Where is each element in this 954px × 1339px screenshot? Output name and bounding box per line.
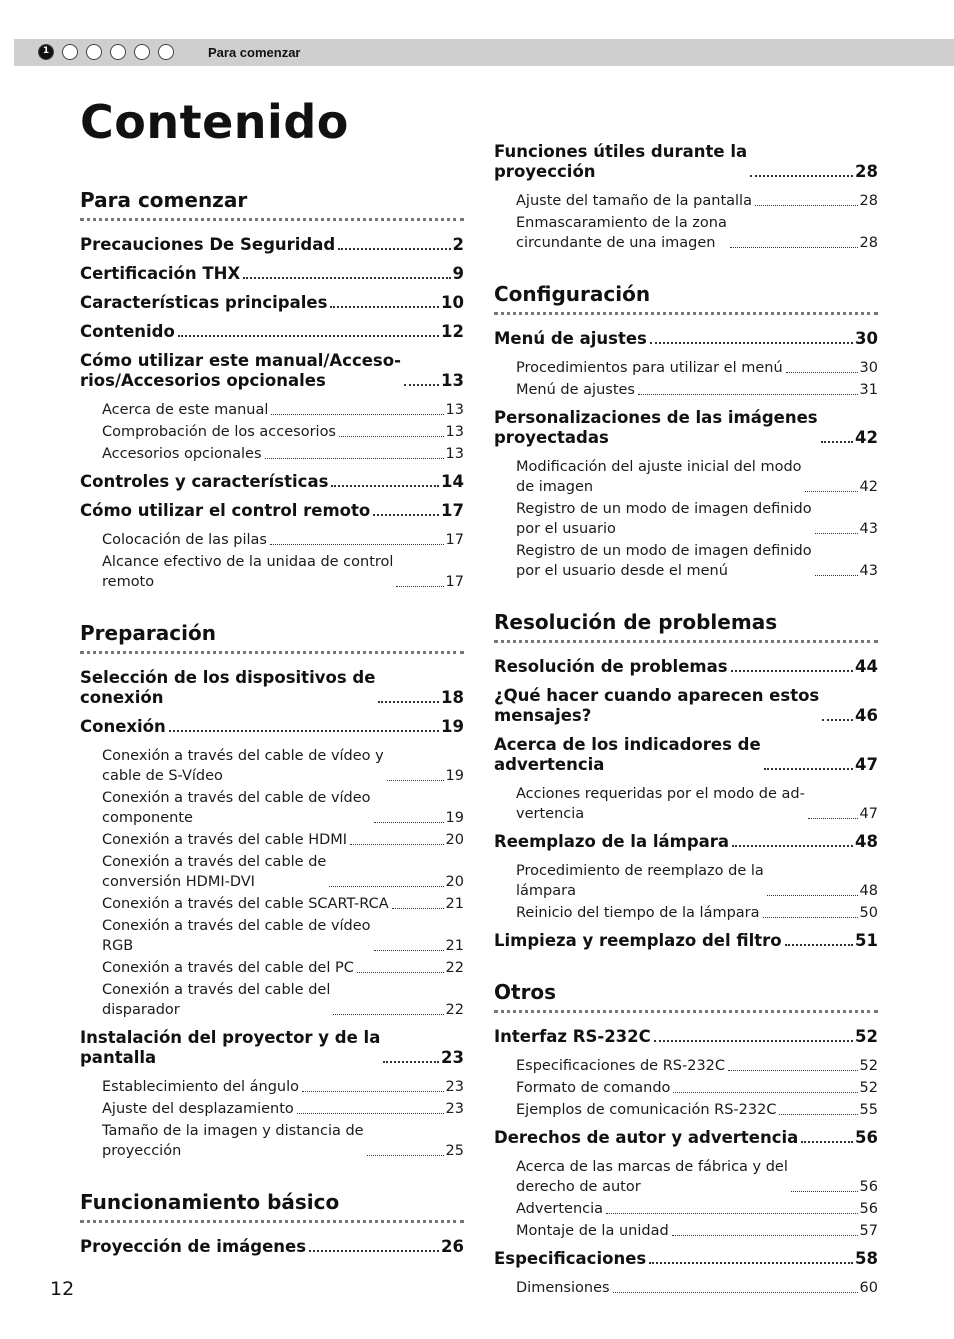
toc-entry-page: 28 (855, 162, 878, 181)
toc-entry-page: 22 (445, 960, 464, 976)
step-indicator (38, 44, 182, 60)
toc-entry-page: 17 (441, 501, 464, 520)
toc-entry-title: Menú de ajustes (516, 382, 635, 398)
toc-entry[interactable] (80, 351, 464, 391)
toc-entry-title: Conexión (80, 717, 166, 736)
dot-leader (374, 822, 444, 823)
toc-entry-page: 23 (445, 1101, 464, 1117)
dot-leader (730, 247, 858, 248)
toc-subentry[interactable] (80, 552, 464, 592)
toc-entry-title: Procedimientos para utilizar el menú (516, 360, 783, 376)
toc-entry-page: 56 (855, 1128, 878, 1147)
toc-entry-page: 19 (445, 768, 464, 784)
dot-leader (728, 1070, 858, 1071)
section-heading: Preparación (80, 621, 216, 645)
dot-leader (791, 1191, 858, 1192)
dot-leader (822, 719, 853, 721)
toc-entry-page: 47 (859, 806, 878, 822)
toc-subentry[interactable] (494, 903, 878, 923)
toc-entry-title: Formato de comando (516, 1080, 671, 1096)
dot-leader (808, 818, 858, 819)
dot-leader (169, 730, 439, 732)
step-circle (158, 44, 174, 60)
toc-entry-title: Colocación de las pilas (102, 532, 267, 548)
toc-entry-title: Especificaciones de RS-232C (516, 1058, 726, 1074)
toc-entry[interactable] (80, 668, 464, 708)
toc-subentry[interactable] (80, 530, 464, 550)
section-heading: Resolución de problemas (494, 610, 778, 634)
toc-entry-title: Controles y características (80, 472, 329, 491)
toc-entry[interactable] (494, 142, 878, 182)
toc-entry-title: ¿Qué hacer cuando aparecen estos mensajes? (494, 686, 820, 725)
dot-leader (763, 917, 858, 918)
toc-entry[interactable] (494, 832, 878, 852)
toc-section-funcionamiento-basico (80, 1189, 464, 1257)
toc-subentry[interactable] (494, 1078, 878, 1098)
toc-entry-page: 48 (855, 832, 878, 851)
toc-entry-page: 43 (859, 521, 878, 537)
toc-entry-page: 56 (859, 1201, 878, 1217)
dot-leader (638, 394, 858, 395)
dot-leader (785, 944, 853, 946)
toc-entry-title: Conexión a través del cable SCART-RCA (102, 896, 389, 912)
toc-entry[interactable] (494, 1128, 878, 1148)
toc-entry-title: Acerca de las marcas de fábrica y del derecho de autor (516, 1159, 788, 1195)
toc-entry-title: Cómo utilizar el control remoto (80, 501, 371, 520)
step-circle (86, 44, 102, 60)
toc-entry[interactable] (80, 264, 464, 284)
dot-leader (750, 175, 853, 177)
page-number: 12 (50, 1278, 75, 1300)
section-divider (80, 651, 464, 654)
section-heading: Funcionamiento básico (80, 1190, 340, 1214)
toc-entry[interactable] (494, 1027, 878, 1047)
toc-left-column (80, 187, 464, 1266)
toc-subentry[interactable] (494, 1056, 878, 1076)
dot-leader (786, 372, 858, 373)
toc-subentry[interactable] (80, 916, 464, 956)
dot-leader (243, 277, 450, 279)
toc-entry-title: Comprobación de los accesorios (102, 424, 336, 440)
toc-entry-title: Procedimiento de reemplazo de la lámpara (516, 863, 764, 899)
dot-leader (302, 1091, 444, 1092)
toc-right-column (494, 142, 878, 1300)
toc-section-otros (494, 979, 878, 1298)
toc-entry[interactable] (494, 686, 878, 726)
section-heading: Otros (494, 980, 557, 1004)
toc-entry-page: 51 (855, 931, 878, 950)
section-divider (494, 312, 878, 315)
toc-entry-title: Advertencia (516, 1201, 604, 1217)
toc-entry[interactable] (80, 1237, 464, 1257)
toc-entry-title: Reinicio del tiempo de la lámpara (516, 905, 760, 921)
toc-entry-page: 10 (441, 293, 464, 312)
toc-subentry[interactable] (80, 422, 464, 442)
dot-leader (606, 1213, 858, 1214)
toc-entry-page: 23 (445, 1079, 464, 1095)
dot-leader (672, 1235, 858, 1236)
toc-entry-page: 19 (441, 717, 464, 736)
dot-leader (357, 972, 444, 973)
dot-leader (297, 1113, 444, 1114)
dot-leader (650, 342, 853, 344)
toc-entry-title: Alcance efectivo de la unidaa de control remoto (102, 554, 394, 590)
toc-subentry[interactable] (494, 213, 878, 253)
dot-leader (779, 1114, 857, 1115)
toc-subentry[interactable] (80, 444, 464, 464)
toc-subentry[interactable] (80, 1077, 464, 1097)
dot-leader (331, 485, 439, 487)
toc-entry[interactable] (494, 735, 878, 775)
toc-entry[interactable] (494, 1249, 878, 1269)
toc-entry-page: 19 (445, 810, 464, 826)
section-divider (80, 218, 464, 221)
toc-entry-page: 50 (859, 905, 878, 921)
toc-subentry[interactable] (494, 191, 878, 211)
toc-entry-page: 12 (441, 322, 464, 341)
toc-entry-page: 13 (445, 402, 464, 418)
toc-entry-title: Modificación del ajuste inicial del modo de imagen (516, 459, 802, 495)
step-circle (134, 44, 150, 60)
toc-entry[interactable] (494, 408, 878, 448)
toc-subentry[interactable] (494, 380, 878, 400)
toc-entry-title: Montaje de la unidad (516, 1223, 669, 1239)
toc-section-resolucion-de-problemas (494, 609, 878, 951)
toc-subentry[interactable] (494, 784, 878, 824)
toc-entry[interactable] (80, 322, 464, 342)
toc-entry-title: Acerca de los indicadores de advertencia (494, 735, 761, 774)
toc-subentry[interactable] (494, 499, 878, 539)
toc-entry-page: 21 (445, 938, 464, 954)
toc-section-configuracion (494, 281, 878, 581)
toc-entry-title: Enmascaramiento de la zona circundante de una imagen (516, 215, 727, 251)
toc-subentry[interactable] (80, 830, 464, 850)
toc-subentry[interactable] (494, 541, 878, 581)
toc-entry-page: 47 (855, 755, 878, 774)
toc-entry-title: Conexión a través del cable del PC (102, 960, 354, 976)
toc-entry-title: Precauciones De Seguridad (80, 235, 336, 254)
toc-subentry[interactable] (494, 861, 878, 901)
dot-leader (732, 845, 853, 847)
toc-entry-page: 44 (855, 657, 878, 676)
step-circle-active (38, 44, 54, 60)
dot-leader (654, 1040, 853, 1042)
toc-entry-title: Menú de ajustes (494, 329, 647, 348)
dot-leader (378, 701, 439, 703)
dot-leader (767, 895, 858, 896)
dot-leader (265, 458, 444, 459)
section-divider (80, 1220, 464, 1223)
dot-leader (271, 414, 443, 415)
toc-entry[interactable] (80, 293, 464, 313)
toc-entry-page: 58 (855, 1249, 878, 1268)
dot-leader (329, 886, 443, 887)
toc-entry-title: Especificaciones (494, 1249, 647, 1268)
toc-entry-page: 13 (445, 424, 464, 440)
toc-entry-page: 21 (445, 896, 464, 912)
toc-entry-page: 42 (855, 428, 878, 447)
toc-entry-page: 30 (855, 329, 878, 348)
toc-entry-title: Contenido (80, 322, 175, 341)
dot-leader (801, 1141, 853, 1143)
toc-entry-page: 22 (445, 1002, 464, 1018)
step-circle (110, 44, 126, 60)
toc-entry[interactable] (494, 657, 878, 677)
dot-leader (339, 436, 444, 437)
toc-entry-page: 60 (859, 1280, 878, 1296)
toc-entry-title: Proyección de imágenes (80, 1237, 307, 1256)
dot-leader (764, 768, 853, 770)
toc-entry-title: Dimensiones (516, 1280, 610, 1296)
toc-entry-page: 23 (441, 1048, 464, 1067)
toc-entry-page: 43 (859, 563, 878, 579)
section-divider (494, 640, 878, 643)
toc-subentry[interactable] (494, 1199, 878, 1219)
toc-entry-title: Conexión a través del cable de vídeo componente (102, 790, 371, 826)
header-section-label: Para comenzar (208, 45, 301, 60)
dot-leader (309, 1250, 439, 1252)
toc-entry-page: 2 (452, 235, 464, 254)
toc-entry-page: 28 (859, 193, 878, 209)
dot-leader (649, 1262, 853, 1264)
toc-entry-title: Instalación del proyector y de la pantalla (80, 1028, 381, 1067)
toc-entry-page: 20 (445, 874, 464, 890)
toc-entry[interactable] (494, 329, 878, 349)
dot-leader (333, 1014, 443, 1015)
toc-entry-page: 17 (445, 532, 464, 548)
toc-entry-title: Derechos de autor y advertencia (494, 1128, 799, 1147)
toc-entry-title: Tamaño de la imagen y distancia de proyección (102, 1123, 364, 1159)
toc-entry-page: 52 (859, 1058, 878, 1074)
dot-leader (367, 1155, 444, 1156)
toc-entry-title: Interfaz RS-232C (494, 1027, 651, 1046)
dot-leader (178, 335, 439, 337)
toc-entry-title: Selección de los dispositivos de conexión (80, 668, 376, 707)
toc-entry[interactable] (494, 931, 878, 951)
dot-leader (815, 575, 858, 576)
toc-entry-page: 56 (859, 1179, 878, 1195)
toc-entry-page: 13 (445, 446, 464, 462)
toc-entry-title: Conexión a través del cable del disparador (102, 982, 331, 1018)
toc-subentry[interactable] (80, 746, 464, 786)
toc-subentry[interactable] (80, 958, 464, 978)
toc-entry-title: Conexión a través del cable HDMI (102, 832, 348, 848)
toc-subentry[interactable] (494, 457, 878, 497)
step-circle (62, 44, 78, 60)
toc-section-preparacion (80, 620, 464, 1161)
toc-entry-page: 48 (859, 883, 878, 899)
dot-leader (392, 908, 444, 909)
toc-entry-title: Establecimiento del ángulo (102, 1079, 300, 1095)
toc-subentry[interactable] (494, 1221, 878, 1241)
toc-entry-page: 17 (445, 574, 464, 590)
toc-subentry[interactable] (80, 894, 464, 914)
toc-entry-title: Accesorios opcionales (102, 446, 262, 462)
dot-leader (338, 248, 450, 250)
toc-subentry[interactable] (80, 852, 464, 892)
toc-entry-title: Acciones requeridas por el modo de ad- vertencia (516, 786, 805, 822)
toc-entry-page: 31 (859, 382, 878, 398)
toc-entry-page: 46 (855, 706, 878, 725)
toc-entry[interactable] (80, 501, 464, 521)
dot-leader (330, 306, 439, 308)
toc-entry-page: 57 (859, 1223, 878, 1239)
dot-leader (805, 491, 858, 492)
dot-leader (673, 1092, 857, 1093)
toc-entry-title: Funciones útiles durante la proyección (494, 142, 748, 181)
dot-leader (731, 670, 853, 672)
dot-leader (613, 1292, 858, 1293)
toc-entry-page: 14 (441, 472, 464, 491)
dot-leader (404, 384, 439, 386)
toc-entry-page: 52 (855, 1027, 878, 1046)
section-divider (494, 1010, 878, 1013)
toc-entry-title: Certificación THX (80, 264, 241, 283)
toc-subentry[interactable] (494, 1278, 878, 1298)
toc-entry-page: 25 (445, 1143, 464, 1159)
page-title: Contenido (80, 95, 349, 149)
toc-entry[interactable] (80, 472, 464, 492)
toc-entry-page: 20 (445, 832, 464, 848)
section-heading: Configuración (494, 282, 651, 306)
toc-section (494, 142, 878, 253)
dot-leader (373, 514, 439, 516)
toc-entry-page: 28 (859, 235, 878, 251)
toc-entry-title: Conexión a través del cable de vídeo RGB (102, 918, 371, 954)
toc-entry[interactable] (80, 1028, 464, 1068)
toc-entry-title: Ajuste del tamaño de la pantalla (516, 193, 752, 209)
toc-subentry[interactable] (80, 1121, 464, 1161)
toc-entry[interactable] (80, 235, 464, 255)
toc-entry-title: Ejemplos de comunicación RS-232C (516, 1102, 777, 1118)
toc-entry-title: Conexión a través del cable de vídeo y cable de S-Vídeo (102, 748, 384, 784)
toc-entry-title: Registro de un modo de imagen definido por el usuario (516, 501, 812, 537)
toc-entry-title: Reemplazo de la lámpara (494, 832, 730, 851)
dot-leader (387, 780, 444, 781)
dot-leader (396, 586, 443, 587)
section-heading: Para comenzar (80, 188, 248, 212)
dot-leader (755, 205, 858, 206)
toc-subentry[interactable] (80, 980, 464, 1020)
toc-entry-title: Registro de un modo de imagen definido por el usuario desde el menú (516, 543, 812, 579)
toc-entry[interactable] (80, 717, 464, 737)
toc-subentry[interactable] (494, 358, 878, 378)
toc-entry-page: 42 (859, 479, 878, 495)
toc-entry-title: Acerca de este manual (102, 402, 269, 418)
toc-entry-page: 52 (859, 1080, 878, 1096)
toc-entry-title: Ajuste del desplazamiento (102, 1101, 294, 1117)
toc-section-para-comenzar (80, 187, 464, 592)
dot-leader (350, 844, 443, 845)
toc-entry-title: Características principales (80, 293, 328, 312)
toc-entry-title: Cómo utilizar este manual/Acceso- rios/Accesorios opcionales (80, 351, 401, 390)
toc-entry-title: Resolución de problemas (494, 657, 728, 676)
dot-leader (821, 441, 853, 443)
toc-entry-title: Conexión a través del cable de conversión HDMI-DVI (102, 854, 327, 890)
dot-leader (374, 950, 444, 951)
toc-subentry[interactable] (494, 1100, 878, 1120)
toc-entry-page: 13 (441, 371, 464, 390)
dot-leader (383, 1061, 439, 1063)
toc-subentry[interactable] (80, 788, 464, 828)
toc-entry-page: 9 (452, 264, 464, 283)
toc-entry-page: 26 (441, 1237, 464, 1256)
toc-entry-page: 30 (859, 360, 878, 376)
toc-entry-title: Personalizaciones de las imágenes proyectadas (494, 408, 818, 447)
toc-subentry[interactable] (80, 1099, 464, 1119)
toc-entry-page: 55 (859, 1102, 878, 1118)
toc-subentry[interactable] (494, 1157, 878, 1197)
dot-leader (815, 533, 858, 534)
toc-subentry[interactable] (80, 400, 464, 420)
toc-entry-page: 18 (441, 688, 464, 707)
dot-leader (270, 544, 444, 545)
toc-entry-title: Limpieza y reemplazo del filtro (494, 931, 782, 950)
